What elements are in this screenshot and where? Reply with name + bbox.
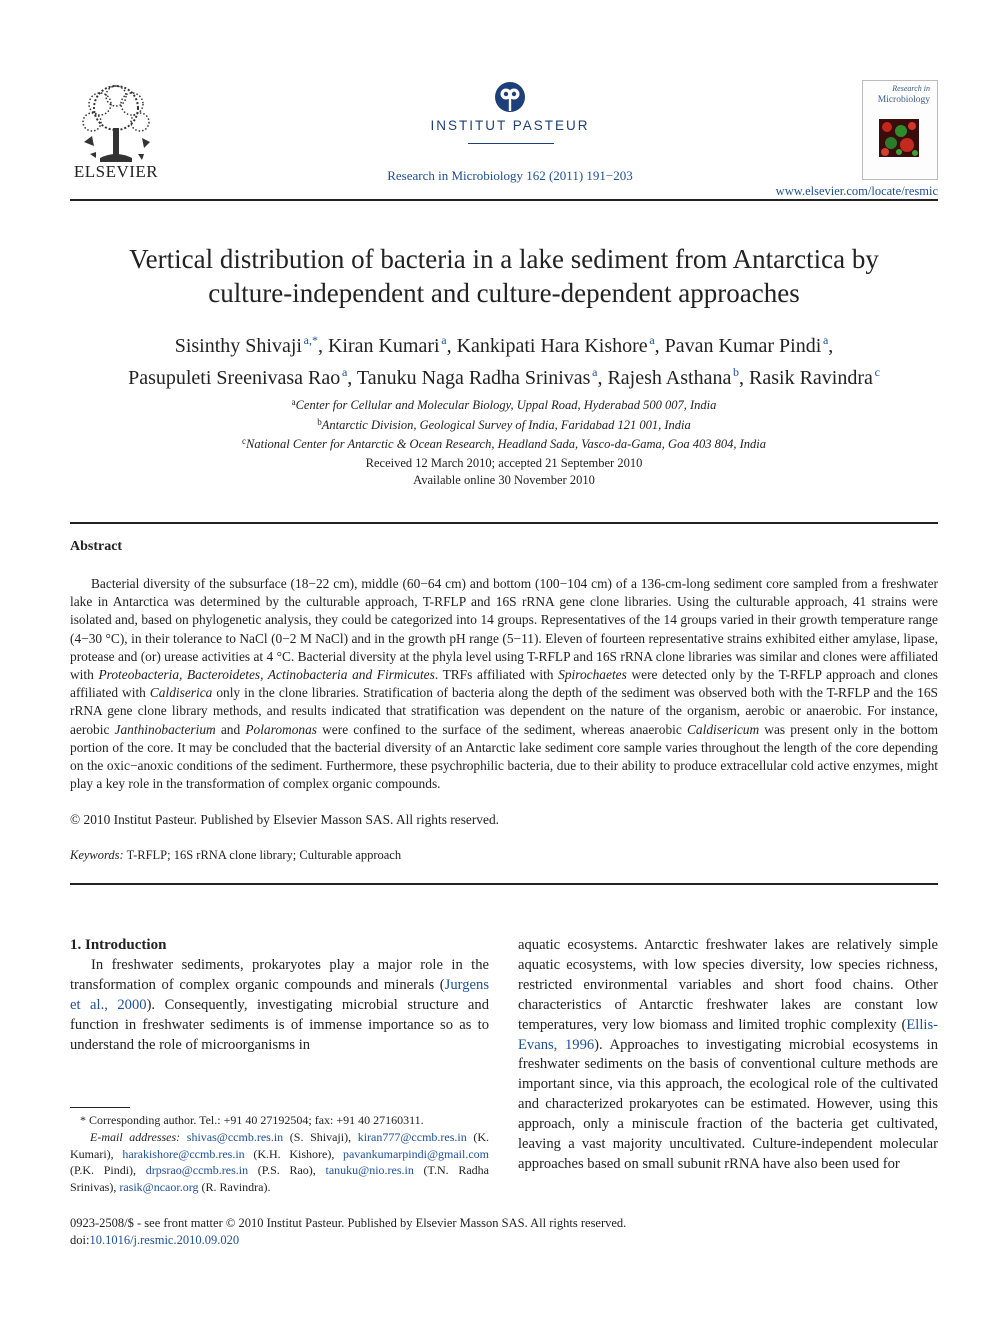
email-link[interactable]: shivas@ccmb.res.in — [186, 1129, 284, 1144]
online-date: Available online 30 November 2010 — [413, 473, 595, 487]
author-name: Sisinthy Shivaji — [174, 335, 302, 357]
institute-underline — [468, 143, 554, 144]
citation-link[interactable]: Jurgens et al., 2000 — [70, 976, 489, 1013]
footnote-divider — [70, 1107, 130, 1108]
corresponding-author-note: * Corresponding author. Tel.: +91 40 27192504; fax: +91 40 27160311. — [80, 1113, 424, 1127]
intro-left-column: In freshwater sediments, prokaryotes play a major role in the transformation of complex organic compounds and minerals (Jurgens et al., 2000). Consequently, investigating microbial structure and function in freshwater sediments is of immense importance so as to understand the role of microorganisms in — [70, 957, 489, 1053]
citation-link[interactable]: Ellis-Evans, 1996 — [518, 1016, 938, 1053]
doi-link[interactable]: 10.1016/j.resmic.2010.09.020 — [89, 1232, 240, 1247]
author-affiliation-mark[interactable]: a — [822, 333, 829, 347]
author-affiliation-mark[interactable]: a — [341, 365, 348, 379]
page-footer — [70, 1215, 626, 1248]
cover-title-small: Research in — [892, 84, 930, 93]
journal-url-link[interactable]: www.elsevier.com/locate/resmic — [775, 184, 938, 198]
author-affiliation-mark[interactable]: a — [649, 333, 655, 347]
author-name: Pavan Kumar Pindi — [664, 335, 822, 357]
intro-right-column: aquatic ecosystems. Antarctic freshwater lakes are relatively simple aquatic ecosystems, with low species diversity, low species richness, restricted environmental variables and short food chains. Other characteristics of Antarctic freshwater lakes are constant low temperatures, very low biomass and limited trophic complexity (Ellis-Evans, 1996). Approaches to investigating microbial ecosystems in freshwater sediments on the basis of conventional culture methods are important since, via this approach, the ecological role of the cultivated and characterized prokaryotes can be estimated. However, using this approach, only a miniscule fraction of the bacteria get cultivated, leaving a vast majority uncultivated. Culture-independent molecular approaches based on small subunit rRNA have also been used for — [518, 937, 939, 1172]
author-name: Tanuku Naga Radha Srinivas — [356, 367, 591, 389]
header-divider — [70, 199, 938, 201]
journal-citation-link[interactable]: Research in Microbiology 162 (2011) 191−203 — [387, 168, 633, 183]
author-name: Kankipati Hara Kishore — [456, 335, 648, 357]
author-name: Rasik Ravindra — [749, 367, 873, 389]
affiliation-item: $^a$Center for Cellular and Molecular Biology, Uppal Road, Hyderabad 500 007, India — [291, 397, 717, 412]
abstract-bottom-divider — [70, 883, 938, 885]
authors-line-1: Sisinthy Shivaji $^{a,*}$, Kiran Kumari $^a$, Kankipati Hara Kishore $^a$, Pavan Kumar Pindi $^a$, — [174, 333, 834, 357]
keywords — [70, 848, 401, 863]
email-link[interactable]: kiran777@ccmb.res.in — [357, 1129, 467, 1144]
issn-line: 0923-2508/$ - see front matter © 2010 Institut Pasteur. Published by Elsevier Masson SAS. All rights reserved. — [70, 1216, 627, 1230]
doi-line: doi:10.1016/j.resmic.2010.09.020 — [70, 1232, 240, 1247]
author-name: Pasupuleti Sreenivasa Rao — [128, 367, 341, 389]
cover-micrograph-image — [879, 119, 919, 157]
abstract-copyright: © 2010 Institut Pasteur. Published by Elsevier Masson SAS. All rights reserved. — [70, 812, 499, 827]
author-name: Rajesh Asthana — [607, 367, 732, 389]
abstract-top-divider — [70, 522, 938, 524]
received-date: Received 12 March 2010; accepted 21 September 2010 — [365, 456, 643, 470]
institute-name: INSTITUT PASTEUR — [430, 118, 590, 133]
affiliation-item: $^c$National Center for Antarctic & Ocean Research, Headland Sada, Vasco-da-Gama, Goa 403 804, India — [242, 436, 766, 451]
author-list — [70, 327, 938, 391]
author-name: Kiran Kumari — [327, 335, 440, 357]
author-affiliation-mark[interactable]: a,* — [303, 333, 318, 347]
author-affiliation-mark[interactable]: b — [733, 365, 740, 379]
footnotes: * Corresponding author. Tel.: +91 40 27192504; fax: +91 40 27160311. E-mail addresses: shivas@ccmb.res.in (S. Shivaji), kiran777@ccmb.res.in (K. Kumari), harakishore@ccmb.res.in (K.H. Kishore), pavankumarpindi@gmail.com (P.K. Pindi), drpsrao@ccmb.res.in (P.S. Rao), tanuku@nio.res.in (T.N. Radha Srinivas), rasik@ncaor.org (R. Ravindra). — [70, 1113, 490, 1195]
abstract-text: Bacterial diversity of the subsurface (18−22 cm), middle (60−64 cm) and bottom (100−104 cm) of a 136-cm-long sediment core sampled from a freshwater lake in Antarctica was determined by the culturable approach, T-RFLP and 16S rRNA gene clone libraries. Using the culturable approach, 41 strains were isolated and, based on phylogenetic analysis, they could be categorized into 14 groups. Representatives of the 14 groups varied in their growth temperature range (4−30 °C), in their tolerance to NaCl (0−2 M NaCl) and in the growth pH range (5−11). Eleven of fourteen representative strains exhibited either amylase, lipase, protease and (or) urease activities at 4 °C. Bacterial diversity at the phyla level using T-RFLP and 16S rRNA clone libraries was similar and clones were affiliated with Proteobacteria, Bacteroidetes, Actinobacteria and Firmicutes. TRFs affiliated with Spirochaetes were detected only by the T-RFLP approach and clones affiliated with Caldiserica only in the clone libraries. Stratification of bacteria along the depth of the sediment was observed both with the T-RFLP and the 16S rRNA gene clone library methods, and results indicated that stratification was dependent on the nature of the organism, aerobic or anaerobic. For instance, aerobic Janthinobacterium and Polaromonas were confined to the surface of the sediment, whereas anaerobic Caldisericum was present only in the bottom portion of the core. It may be concluded that the bacterial diversity of an Antarctic lake sediment core sample varies throughout the length of the core depending on the oxic−anoxic conditions of the sediment. Furthermore, these psychrophilic bacteria, due to their ability to produce extracellular cold active enzymes, might play a key role in the transformation of complex organic compounds. — [70, 576, 939, 792]
email-link[interactable]: tanuku@nio.res.in — [325, 1163, 414, 1178]
institut-pasteur-logo — [493, 80, 527, 114]
author-affiliation-mark[interactable]: c — [874, 365, 880, 379]
paper-title — [70, 242, 938, 310]
publisher-name: ELSEVIER — [73, 162, 159, 181]
affiliation-list — [70, 394, 938, 453]
affiliation-item: $^b$Antarctic Division, Geological Survey of India, Faridabad 121 001, India — [317, 416, 691, 432]
keywords-text: T-RFLP; 16S rRNA clone library; Culturable approach — [123, 848, 402, 862]
title-line-1: Vertical distribution of bacteria in a lake sediment from Antarctica by — [129, 244, 879, 274]
keywords-label: Keywords: — [70, 848, 124, 862]
email-link[interactable]: pavankumarpindi@gmail.com — [342, 1146, 489, 1161]
author-affiliation-mark[interactable]: a — [441, 333, 447, 347]
title-line-2: culture-independent and culture-dependent approaches — [208, 278, 800, 308]
author-affiliation-mark[interactable]: a — [592, 365, 598, 379]
abstract-heading: Abstract — [70, 539, 123, 554]
cover-title: Microbiology — [877, 95, 930, 105]
email-link[interactable]: rasik@ncaor.org — [119, 1180, 199, 1195]
email-link[interactable]: harakishore@ccmb.res.in — [122, 1146, 245, 1161]
article-history — [70, 455, 938, 489]
email-link[interactable]: drpsrao@ccmb.res.in — [145, 1163, 249, 1178]
authors-line-2: Pasupuleti Sreenivasa Rao $^a$, Tanuku Naga Radha Srinivas $^a$, Rajesh Asthana $^b$, Rasik Ravindra $^c$ — [128, 365, 880, 389]
section-heading-introduction: 1. Introduction — [70, 937, 167, 953]
email-label: E-mail addresses: — [90, 1129, 181, 1144]
